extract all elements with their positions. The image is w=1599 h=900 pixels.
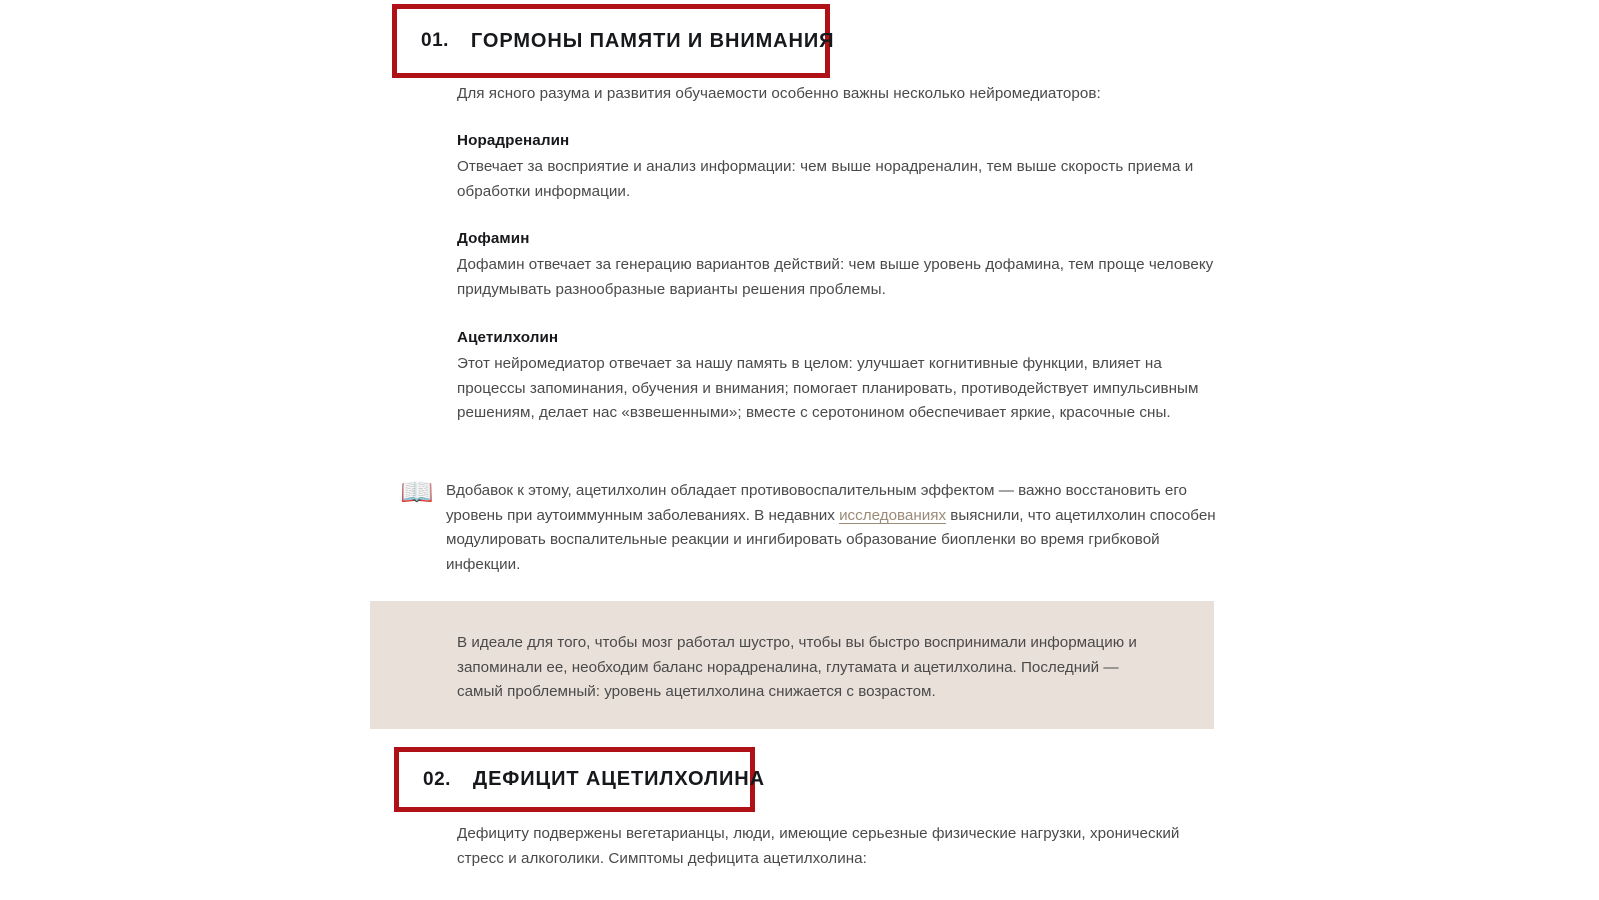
subheading-dopamine: Дофамин [457, 230, 530, 247]
callout-text: В идеале для того, чтобы мозг работал шустро, чтобы вы быстро воспринимали информацию и запоминали ее, необходим баланс норадреналина, глутамата и ацетилхолина. Последний — самый проблемный: уровень ацетилхолина снижается с возрастом. [457, 634, 1137, 701]
open-book-icon: 📖 [400, 477, 434, 507]
section-title-01: ГОРМОНЫ ПАМЯТИ И ВНИМАНИЯ [470, 29, 835, 52]
note-text-before-link: Вдобавок к этому, ацетилхолин обладает противовоспалительным эффектом — важно восстановить его уровень при аутоиммунным заболеваниях. В недавних [446, 482, 1187, 524]
section-number-02: 02. [423, 768, 451, 790]
note-text [446, 476, 1218, 577]
paragraph-dopamine: Дофамин отвечает за генерацию вариантов действий: чем выше уровень дофамина, тем проще человеку придумывать разнообразные варианты решения проблемы. [457, 256, 1214, 298]
lead-paragraph: Для ясного разума и развития обучаемости особенно важны несколько нейромедиаторов: [457, 85, 1101, 102]
note-block [400, 476, 1218, 577]
section-banner-02 [394, 747, 765, 812]
section-banner-01 [392, 4, 835, 78]
paragraph-deficit-intro: Дефициту подвержены вегетарианцы, люди, имеющие серьезные физические нагрузки, хронический стресс и алкоголики. Симптомы дефицита ацетилхолина: [457, 825, 1180, 867]
section-title-02: ДЕФИЦИТ АЦЕТИЛХОЛИНА [472, 768, 765, 790]
callout-box [370, 601, 1214, 729]
research-link[interactable]: исследованиях [839, 506, 947, 524]
paragraph-noradrenaline: Отвечает за восприятие и анализ информации: чем выше норадреналин, тем выше скорость приема и обработки информации. [457, 158, 1194, 200]
paragraph-acetylcholine: Этот нейромедиатор отвечает за нашу память в целом: улучшает когнитивные функции, влияет на процессы запоминания, обучения и внимания; помогает планировать, противодействует импульсивным решениям, делает нас «взвешенными»; вместе с серотонином обеспечивает яркие, красочные сны. [457, 355, 1199, 422]
note-text-after-link: выяснили, что ацетилхолин способен модулировать воспалительные реакции и ингибировать образование биопленки во время грибковой инфекции. [446, 506, 1216, 573]
subheading-acetylcholine: Ацетилхолин [457, 329, 559, 346]
section-number-01: 01. [421, 30, 449, 51]
subheading-noradrenaline: Норадреналин [457, 132, 570, 149]
